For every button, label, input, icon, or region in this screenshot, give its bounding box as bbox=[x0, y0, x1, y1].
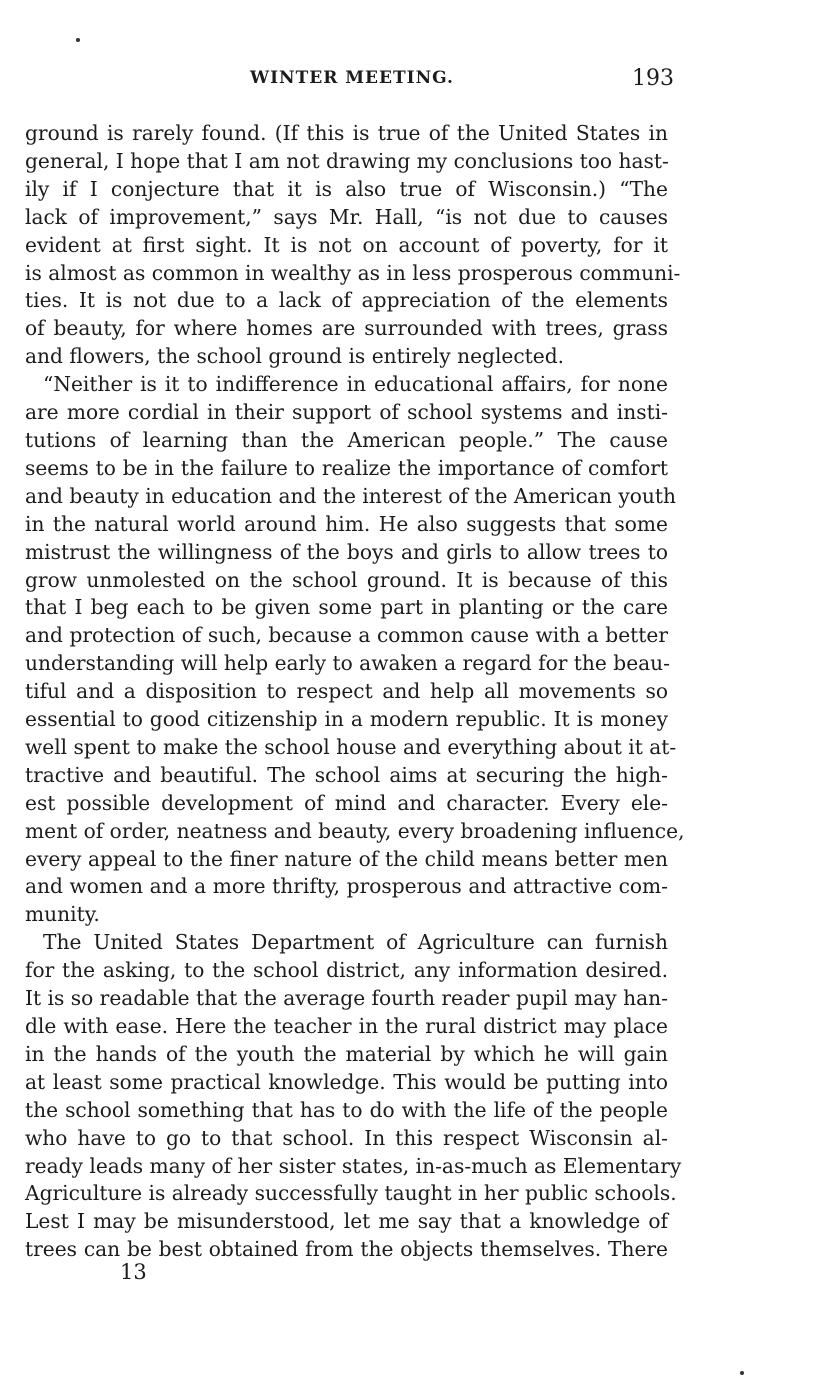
text-line: every appeal to the finer nature of the child means better men bbox=[25, 846, 668, 871]
paragraph-3 bbox=[25, 929, 682, 1264]
text-line: tiful and a disposition to respect and help all movements so bbox=[25, 679, 668, 704]
text-line: ground is rarely found. (If this is true of the United States in bbox=[25, 121, 668, 145]
text-line: in the natural world around him. He also suggests that some bbox=[25, 511, 668, 536]
text-line: evident at first sight. It is not on account of poverty, for it bbox=[25, 232, 668, 257]
text-line: ily if I conjecture that it is also true of Wisconsin.) “The bbox=[25, 176, 668, 201]
paragraph-1 bbox=[25, 120, 681, 371]
text-line: “Neither is it to indifference in educational affairs, for none bbox=[43, 372, 668, 397]
text-line: and protection of such, because a common cause with a better bbox=[25, 623, 668, 648]
text-line: dle with ease. Here the teacher in the rural district may place bbox=[25, 1014, 668, 1038]
text-line: The United States Department of Agriculture can furnish bbox=[43, 930, 668, 955]
text-line: in the hands of the youth the material by which he will gain bbox=[25, 1041, 668, 1066]
text-line: general, I hope that I am not drawing my conclusions too hast- bbox=[25, 148, 669, 173]
ink-speck bbox=[76, 38, 80, 42]
text-line: munity. bbox=[25, 902, 100, 927]
text-line: mistrust the willingness of the boys and girls to allow trees to bbox=[25, 539, 668, 564]
text-line: for the asking, to the school district, any information desired. bbox=[25, 958, 668, 983]
text-line: lack of improvement,” says Mr. Hall, “is not due to causes bbox=[25, 204, 668, 229]
text-line: ties. It is not due to a lack of appreciation of the elements bbox=[25, 288, 668, 313]
text-line: is almost as common in wealthy as in less prosperous communi- bbox=[25, 260, 681, 285]
text-line: who have to go to that school. In this respect Wisconsin al- bbox=[25, 1125, 668, 1150]
text-line: est possible development of mind and character. Every ele- bbox=[25, 790, 668, 815]
text-line: are more cordial in their support of school systems and insti- bbox=[25, 400, 668, 425]
text-line: seems to be in the failure to realize the importance of comfort bbox=[25, 455, 668, 480]
text-line: grow unmolested on the school ground. It is because of this bbox=[25, 567, 668, 592]
text-line: Agriculture is already successfully taught in her public schools. bbox=[25, 1181, 677, 1206]
text-line: and women and a more thrifty, prosperous and attractive com- bbox=[25, 874, 668, 899]
text-line: ready leads many of her sister states, in-as-much as Elementary bbox=[25, 1153, 682, 1178]
text-line: that I beg each to be given some part in planting or the care bbox=[25, 595, 668, 620]
text-line: trees can be best obtained from the objects themselves. There bbox=[25, 1237, 668, 1262]
page-number: 193 bbox=[632, 66, 674, 91]
ink-speck bbox=[740, 1371, 744, 1375]
text-line: It is so readable that the average fourth reader pupil may han- bbox=[25, 986, 668, 1011]
text-line: ment of order, neatness and beauty, every broadening influence, bbox=[25, 818, 685, 843]
text-line: essential to good citizenship in a modern republic. It is money bbox=[25, 707, 668, 732]
body-text bbox=[25, 120, 685, 1264]
text-line: tractive and beautiful. The school aims at securing the high- bbox=[25, 762, 668, 787]
text-line: understanding will help early to awaken a regard for the beau- bbox=[25, 651, 671, 676]
text-line: Lest I may be misunderstood, let me say that a knowledge of bbox=[25, 1209, 668, 1234]
text-line: tutions of learning than the American people.” The cause bbox=[25, 427, 668, 452]
text-line: and flowers, the school ground is entirely neglected. bbox=[25, 344, 565, 369]
paragraph-2 bbox=[25, 371, 685, 929]
text-line: and beauty in education and the interest of the American youth bbox=[25, 483, 677, 508]
text-line: at least some practical knowledge. This would be putting into bbox=[25, 1069, 668, 1094]
text-line: of beauty, for where homes are surrounded with trees, grass bbox=[25, 316, 668, 341]
text-line: the school something that has to do with the life of the people bbox=[25, 1097, 668, 1122]
text-line: well spent to make the school house and everything about it at- bbox=[25, 734, 677, 759]
signature-mark: 13 bbox=[120, 1260, 147, 1284]
running-title: WINTER MEETING. bbox=[250, 68, 454, 88]
